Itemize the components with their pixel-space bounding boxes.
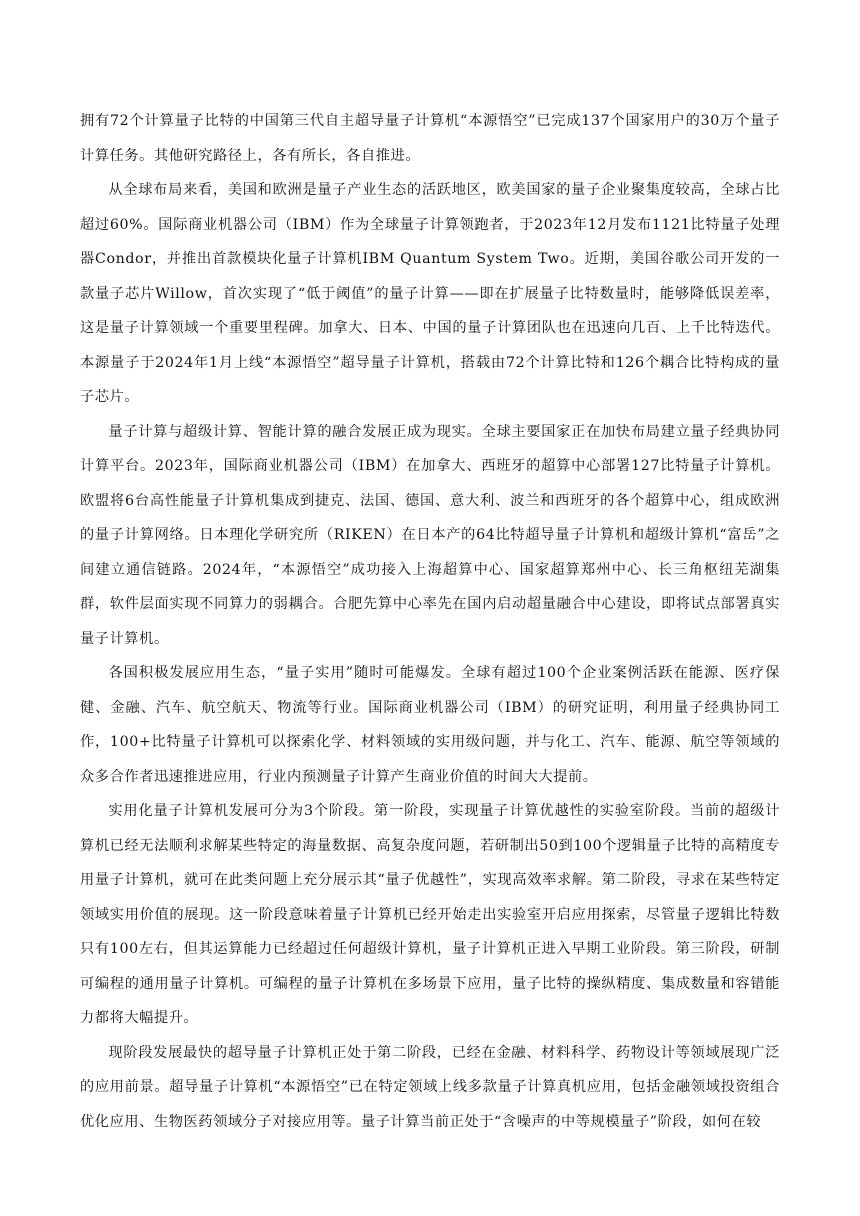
paragraph-global-layout: 从全球布局来看，美国和欧洲是量子产业生态的活跃地区，欧美国家的量子企业聚集度较高，全球占比超过60%。国际商业机器公司（IBM）作为全球量子计算领跑者，于2023年12月发布1121比特量子处理器Condor，并推出首款模块化量子计算机IBM Quantum System Two。近期，美国谷歌公司开发的一款量子芯片Willow，首次实现了“低于阈值”的量子计算——即在扩展量子比特数量时，能够降低误差率，这是量子计算领域一个重要里程碑。加拿大、日本、中国的量子计算团队也在迅速向几百、上千比特迭代。本源量子于2024年1月上线“本源悟空”超导量子计算机，搭载由72个计算比特和126个耦合比特构成的量子芯片。 <box>80 182 780 405</box>
paragraph-continued: 拥有72个计算量子比特的中国第三代自主超导量子计算机“本源悟空”已完成137个国家用户的30万个量子计算任务。其他研究路径上，各有所长，各自推进。 <box>80 113 780 164</box>
paragraph-development-stages: 实用化量子计算机发展可分为3个阶段。第一阶段，实现量子计算优越性的实验室阶段。当前的超级计算机已经无法顺利求解某些特定的海量数据、高复杂度问题，若研制出50到100个逻辑量子比特的高精度专用量子计算机，就可在此类问题上充分展示其“量子优越性”，实现高效率求解。第二阶段，寻求在某些特定领域实用价值的展现。这一阶段意味着量子计算机已经开始走出实验室开启应用探索，尽管量子逻辑比特数只有100左右，但其运算能力已经超过任何超级计算机，量子计算机正进入早期工业阶段。第三阶段，研制可编程的通用量子计算机。可编程的量子计算机在多场景下应用，量子比特的操纵精度、集成数量和容错能力都将大幅提升。 <box>80 803 780 1026</box>
paragraph-hybrid-computing: 量子计算与超级计算、智能计算的融合发展正成为现实。全球主要国家正在加快布局建立量子经典协同计算平台。2023年，国际商业机器公司（IBM）在加拿大、西班牙的超算中心部署127比特量子计算机。欧盟将6台高性能量子计算机集成到捷克、法国、德国、意大利、波兰和西班牙的各个超算中心，组成欧洲的量子计算网络。日本理化学研究所（RIKEN）在日本产的64比特超导量子计算机和超级计算机“富岳”之间建立通信链路。2024年，“本源悟空”成功接入上海超算中心、国家超算郑州中心、长三角枢纽芜湖集群，软件层面实现不同算力的弱耦合。合肥先算中心率先在国内启动超量融合中心建设，即将试点部署真实量子计算机。 <box>80 423 780 647</box>
paragraph-current-stage: 现阶段发展最快的超导量子计算机正处于第二阶段，已经在金融、材料科学、药物设计等领域展现广泛的应用前景。超导量子计算机“本源悟空”已在特定领域上线多款量子计算真机应用，包括金融领域投资组合优化应用、生物医药领域分子对接应用等。量子计算当前正处于“含噪声的中等规模量子”阶段，如何在较 <box>80 1044 780 1130</box>
paragraph-application-ecosystem: 各国积极发展应用生态，“量子实用”随时可能爆发。全球有超过100个企业案例活跃在能源、医疗保健、金融、汽车、航空航天、物流等行业。国际商业机器公司（IBM）的研究证明，利用量子经典协同工作，100+比特量子计算机可以探索化学、材料领域的实用级问题，并与化工、汽车、能源、航空等领域的众多合作者迅速推进应用，行业内预测量子计算产生商业价值的时间大大提前。 <box>80 665 780 785</box>
document-body <box>80 104 780 1139</box>
